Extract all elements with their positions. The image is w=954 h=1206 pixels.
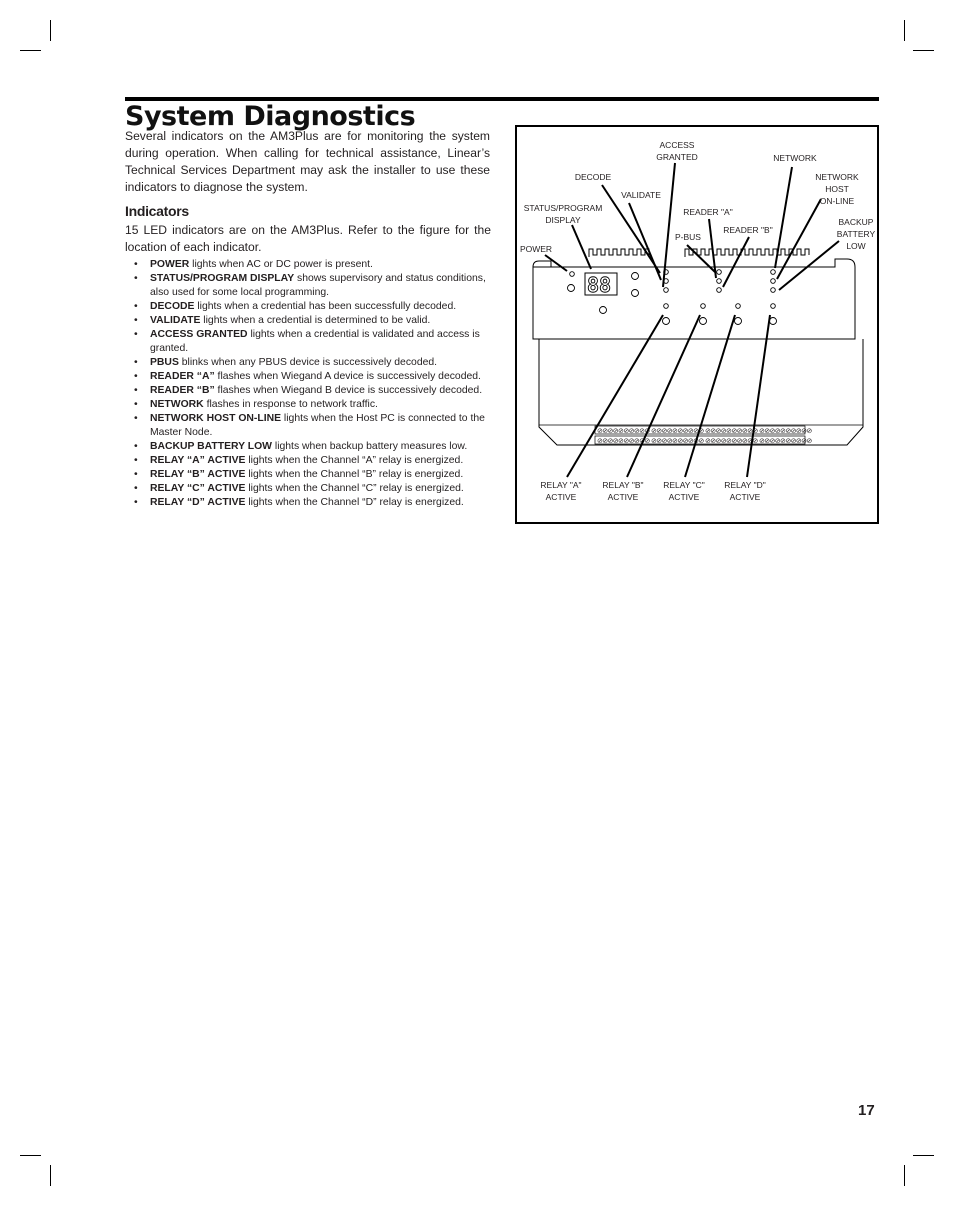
indicator-term: NETWORK HOST ON-LINE [150, 413, 282, 424]
indicator-description: lights when the Host PC is connected to the Master Node. [150, 413, 485, 438]
label-decode: DECODE [574, 172, 612, 182]
crop-mark [20, 50, 41, 51]
indicators-heading: Indicators [125, 203, 189, 219]
heatsink-fins [589, 249, 649, 257]
list-item [132, 398, 492, 412]
indicator-term: NETWORK [150, 399, 204, 410]
label-relay-a: ACTIVE [545, 492, 577, 502]
label-relay-c: ACTIVE [668, 492, 700, 502]
diagnostics-figure [515, 125, 879, 524]
status-display-digits: 88 [587, 273, 612, 297]
indicator-description: shows supervisory and status conditions, also used for some local programming. [150, 273, 486, 298]
terminal-screws: ⊘⊘⊘⊘⊘⊘⊘⊘⊘⊘ ⊘⊘⊘⊘⊘⊘⊘⊘⊘⊘ ⊘⊘⊘⊘⊘⊘⊘⊘⊘⊘ ⊘⊘⊘⊘⊘⊘⊘⊘⊘⊘ [597, 428, 812, 435]
label-network-host: ON-LINE [819, 196, 855, 206]
indicator-description: lights when AC or DC power is present. [189, 259, 373, 270]
access-granted-led [664, 288, 669, 293]
callout-line [572, 225, 591, 269]
label-relay-c: RELAY "C" [663, 480, 705, 490]
indicator-term: RELAY “B” ACTIVE [150, 469, 246, 480]
list-item [132, 370, 492, 384]
list-item [132, 496, 492, 510]
label-relay-d: RELAY "D" [724, 480, 766, 490]
crop-mark [50, 20, 51, 41]
indicator-description: lights when the Channel “B” relay is energized. [245, 469, 464, 480]
label-status-program: STATUS/PROGRAM [523, 203, 603, 213]
callout-line [545, 255, 567, 271]
label-backup-battery: LOW [846, 241, 866, 251]
label-pbus: P-BUS [675, 232, 701, 242]
network-host-led [771, 279, 776, 284]
relay-knob [700, 318, 707, 325]
list-item [132, 356, 492, 370]
reader-a-led [717, 279, 722, 284]
list-item [132, 384, 492, 398]
label-relay-a: RELAY "A" [540, 480, 582, 490]
callout-line [663, 163, 675, 287]
list-item [132, 454, 492, 468]
label-relay-b: RELAY "B" [602, 480, 644, 490]
led [600, 307, 607, 314]
power-led [570, 272, 575, 277]
relay-c-led [736, 304, 741, 309]
indicators-intro: 15 LED indicators are on the AM3Plus. Refer to the figure for the location of each indicator. [125, 223, 491, 254]
label-backup-battery: BACKUP [838, 217, 874, 227]
indicator-list [132, 258, 492, 510]
crop-mark [20, 1155, 41, 1156]
crop-mark [913, 50, 934, 51]
indicator-term: READER “A” [150, 371, 215, 382]
label-status-program: DISPLAY [545, 215, 581, 225]
relay-a-led [664, 304, 669, 309]
indicator-term: BACKUP BATTERY LOW [150, 441, 272, 452]
reader-b-led [717, 288, 722, 293]
indicator-description: lights when a credential is validated and access is granted. [150, 329, 480, 354]
list-item [132, 412, 492, 440]
indicator-term: PBUS [150, 357, 179, 368]
indicator-term: POWER [150, 259, 190, 270]
led [568, 285, 575, 292]
indicator-description: lights when a credential has been successfully decoded. [194, 301, 457, 312]
label-relay-d: ACTIVE [729, 492, 761, 502]
indicator-description: flashes when Wiegand B device is successively decoded. [214, 385, 483, 396]
pbus-led [717, 270, 722, 275]
terminal-screws: ⊘⊘⊘⊘⊘⊘⊘⊘⊘⊘ ⊘⊘⊘⊘⊘⊘⊘⊘⊘⊘ ⊘⊘⊘⊘⊘⊘⊘⊘⊘⊘ ⊘⊘⊘⊘⊘⊘⊘⊘⊘⊘ [597, 438, 812, 445]
list-item [132, 258, 492, 272]
led [632, 273, 639, 280]
indicator-term: ACCESS GRANTED [150, 329, 248, 340]
page-title: System Diagnostics [125, 101, 416, 132]
indicator-description: lights when the Channel “C” relay is energized. [245, 483, 464, 494]
indicator-description: lights when the Channel “A” relay is energized. [245, 455, 464, 466]
indicator-term: RELAY “A” ACTIVE [150, 455, 246, 466]
indicator-term: VALIDATE [150, 315, 201, 326]
indicator-description: lights when a credential is determined to be valid. [200, 315, 431, 326]
relay-b-led [701, 304, 706, 309]
indicator-description: lights when backup battery measures low. [272, 441, 468, 452]
label-relay-b: ACTIVE [607, 492, 639, 502]
relay-d-led [771, 304, 776, 309]
indicator-term: READER “B” [150, 385, 215, 396]
network-led [771, 270, 776, 275]
list-item [132, 300, 492, 314]
label-network-host: NETWORK [815, 172, 859, 182]
relay-knob [735, 318, 742, 325]
label-reader-a: READER "A" [683, 207, 733, 217]
indicator-term: RELAY “D” ACTIVE [150, 497, 246, 508]
label-reader-b: READER "B" [723, 225, 773, 235]
relay-knob [770, 318, 777, 325]
page-number: 17 [858, 1102, 875, 1119]
label-network: NETWORK [773, 153, 817, 163]
crop-mark [913, 1155, 934, 1156]
list-item [132, 272, 492, 300]
callout-line [629, 203, 661, 280]
am3plus-board-diagram [517, 127, 877, 522]
callout-line [723, 237, 749, 287]
list-item [132, 314, 492, 328]
indicator-description: blinks when any PBUS device is successively decoded. [178, 357, 438, 368]
label-access-granted: GRANTED [656, 152, 698, 162]
backup-battery-led [771, 288, 776, 293]
callout-line [779, 241, 839, 290]
relay-knob [663, 318, 670, 325]
list-item [132, 482, 492, 496]
indicator-term: STATUS/PROGRAM DISPLAY [150, 273, 295, 284]
indicator-description: flashes in response to network traffic. [203, 399, 378, 410]
intro-paragraph: Several indicators on the AM3Plus are for monitoring the system during operation. When calling for technical assistance, Linear’s Technical Services Department may ask the installer to use these indicators to diagnose the system. [125, 129, 490, 194]
indicator-term: DECODE [150, 301, 195, 312]
label-backup-battery: BATTERY [836, 229, 876, 239]
crop-mark [50, 1165, 51, 1186]
list-item [132, 328, 492, 356]
led [632, 290, 639, 297]
label-network-host: HOST [825, 184, 849, 194]
list-item [132, 440, 492, 454]
indicator-description: lights when the Channel “D” relay is energized. [245, 497, 464, 508]
label-power: POWER [519, 244, 553, 254]
crop-mark [904, 20, 905, 41]
list-item [132, 468, 492, 482]
board-outline [533, 261, 551, 267]
indicator-description: flashes when Wiegand A device is successively decoded. [214, 371, 481, 382]
label-validate: VALIDATE [621, 190, 661, 200]
indicator-term: RELAY “C” ACTIVE [150, 483, 246, 494]
label-access-granted: ACCESS [659, 140, 695, 150]
crop-mark [904, 1165, 905, 1186]
